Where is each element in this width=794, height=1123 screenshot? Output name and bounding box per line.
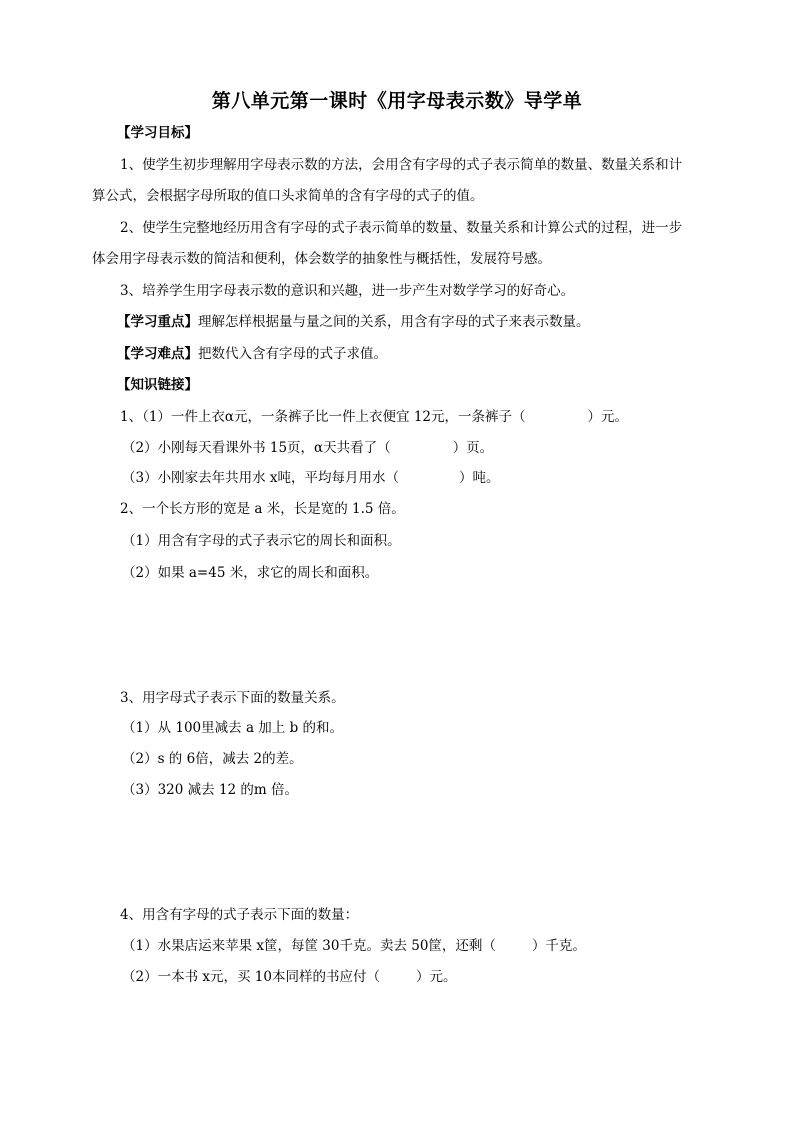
key-point-label: 【学习重点】 — [117, 314, 198, 330]
objective-3: 3、培养学生用字母表示数的意识和兴趣，进一步产生对数学学习的好奇心。 — [120, 283, 575, 299]
question-2: 2、一个长方形的宽是 a 米，长是宽的 1.5 倍。 — [120, 501, 405, 517]
difficulty-text: 把数代入含有字母的式子求值。 — [198, 346, 387, 362]
objectives-heading: 【学习目标】 — [117, 125, 198, 141]
question-1-3-unit: ）吨。 — [459, 470, 500, 486]
question-1-1-text: 1、（1）一件上衣α元，一条裤子比一件上衣便宜 12元，一条裤子（ — [120, 409, 526, 425]
difficulty — [117, 345, 387, 363]
question-1-2-text: （2）小刚每天看课外书 15页，α天共看了（ — [122, 440, 391, 456]
question-3-2: （2）s 的 6倍，减去 2的差。 — [122, 751, 303, 767]
question-1-1 — [120, 408, 628, 426]
objective-2-line-2: 体会用字母表示数的简洁和便利，体会数学的抽象性与概括性，发展符号感。 — [92, 251, 551, 267]
question-4: 4、用含有字母的式子表示下面的数量： — [120, 907, 359, 923]
question-4-1-unit: ）千克。 — [531, 938, 586, 954]
question-2-2: （2）如果 a=45 米，求它的周长和面积。 — [122, 565, 379, 581]
question-1-1-unit: ）元。 — [587, 409, 629, 425]
knowledge-heading: 【知识链接】 — [117, 377, 198, 393]
question-4-2 — [122, 968, 456, 986]
question-1-2 — [122, 439, 493, 457]
question-2-1: （1）用含有字母的式子表示它的周长和面积。 — [122, 533, 401, 549]
question-4-1 — [122, 937, 586, 955]
key-point — [117, 313, 590, 331]
question-3: 3、用字母式子表示下面的数量关系。 — [120, 690, 345, 706]
question-3-1: （1）从 100里减去 a 加上 b 的和。 — [122, 720, 344, 736]
key-point-text: 理解怎样根据量与量之间的关系，用含有字母的式子来表示数量。 — [198, 314, 590, 330]
question-3-3: （3）320 减去 12 的m 倍。 — [122, 782, 299, 798]
question-4-1-text: （1）水果店运来苹果 x筐，每筐 30千克。卖去 50筐，还剩（ — [122, 938, 496, 954]
objective-2-line-1: 2、使学生完整地经历用含有字母的式子表示简单的数量、数量关系和计算公式的过程，进一步 — [120, 220, 683, 236]
difficulty-label: 【学习难点】 — [117, 346, 198, 362]
question-1-3-text: （3）小刚家去年共用水 x吨，平均每月用水（ — [122, 470, 399, 486]
question-4-2-text: （2）一本书 x元，买 10本同样的书应付（ — [122, 969, 380, 985]
objective-1-line-2: 算公式，会根据字母所取的值口头求简单的含有字母的式子的值。 — [92, 188, 484, 204]
page-title: 第八单元第一课时《用字母表示数》导学单 — [211, 90, 583, 112]
question-4-2-unit: ）元。 — [415, 969, 457, 985]
question-1-2-unit: ）页。 — [452, 440, 494, 456]
question-1-3 — [122, 469, 500, 487]
objective-1-line-1: 1、使学生初步理解用字母表示数的方法，会用含有字母的式子表示简单的数量、数量关系和计 — [120, 157, 683, 173]
